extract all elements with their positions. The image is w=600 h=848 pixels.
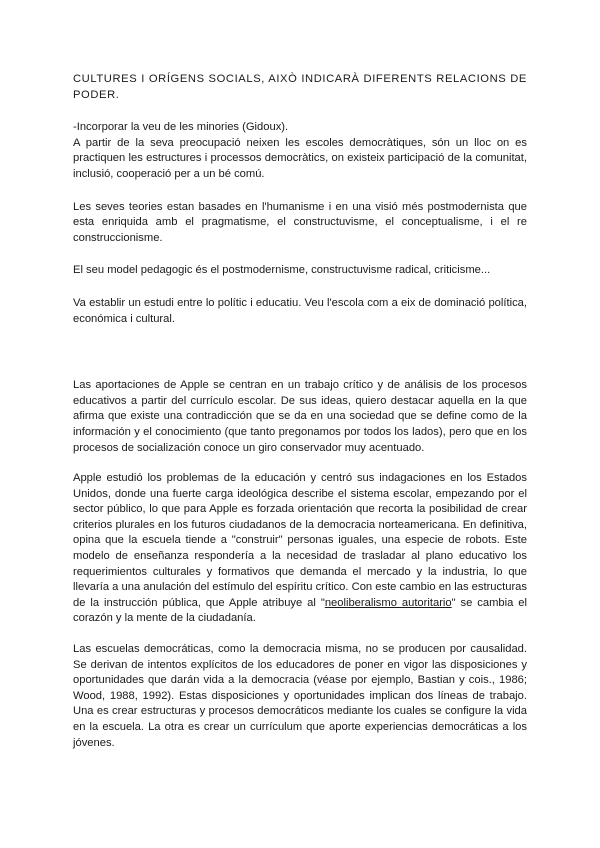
paragraph-democratic-schools-es: Las escuelas democráticas, como la democracia misma, no se producen por causalidad. Se derivan de intentos explícitos de los educadores de poner en vigor las disposiciones y oportunidades que darán vida a la democracia (véase por ejemplo, Bastian y cois., 1986; Wood, 1988, 1992). Estas disposiciones y oportunidades implican dos líneas de trabajo. Una es crear estructuras y procesos democráticos mediante los cuales se configure la vida en la escuela. La otra es crear un currículum que aporte experiencias democráticas a los jóvenes. [73,643,527,749]
paragraph-theories: Les seves teories estan basades en l'humanisme i en una visió més postmodernista que esta enriquida amb el pragmatisme, el constructuvisme, el conceptualisme, i el re construccionisme. [73,200,527,244]
paragraph-apple-study [73,471,527,627]
paragraph-democratic-schools: A partir de la seva preocupació neixen les escoles democràtiques, són un lloc on es practiquen les estructures i processos democràtics, on existeix participació de la comunitat, inclusió, cooperació per a un bé comú. [73,136,527,180]
paragraph-political-educational: Va establir un estudi entre lo polític i educatiu. Veu l'escola com a eix de dominació política, económica i cultural. [73,296,527,325]
paragraph-minorities-heading: -Incorporar la veu de les minories (Gidoux). [73,121,289,134]
paragraph-pedagogic-model: El seu model pedagogic és el postmodernisme, constructuvisme radical, criticisme... [73,264,491,277]
document-title: CULTURES I ORÍGENS SOCIALS, AIXÒ INDICARÀ DIFERENTS RELACIONS DE PODER. [73,73,527,101]
document-page [73,72,527,751]
paragraph-apple-study-text: Apple estudió los problemas de la educación y centró sus indagaciones en los Estados Unidos, donde una fuerte carga ideológica describe el sistema escolar, empezando por el sector público, lo que para Apple es forzada orientación que recorta la posibilidad de crear criterios plurales en los futuros ciudadanos de la democracia norteamericana. En definitiva, opina que la escuela tiende a "construir" personas iguales, una especie de robots. Este modelo de enseñanza respondería a la necesidad de trasladar al plano educativo los requerimientos culturales y formativos que demanda el mercado y la industria, lo que llevaría a una anulación del estímulo del espíritu crítico. Con este cambio en las estructuras de la instrucción pública, que Apple atribuye al " [73,472,527,609]
neoliberalism-link[interactable]: neoliberalismo autoritario [324,596,452,609]
paragraph-apple-study-end: " se cambia el corazón y la mente de la ciudadanía. [73,596,528,625]
paragraph-apple-contributions: Las aportaciones de Apple se centran en un trabajo crítico y de análisis de los procesos educativos a partir del currículo escolar. De sus ideas, quiero destacar aquella en la que afirma que existe una contradicción que se da en una sociedad que se define como de la información y el conocimiento (que tanto pregonamos por todos los lados), pero que en los procesos de socialización conoce un giro conservador muy acentuado. [73,379,527,454]
